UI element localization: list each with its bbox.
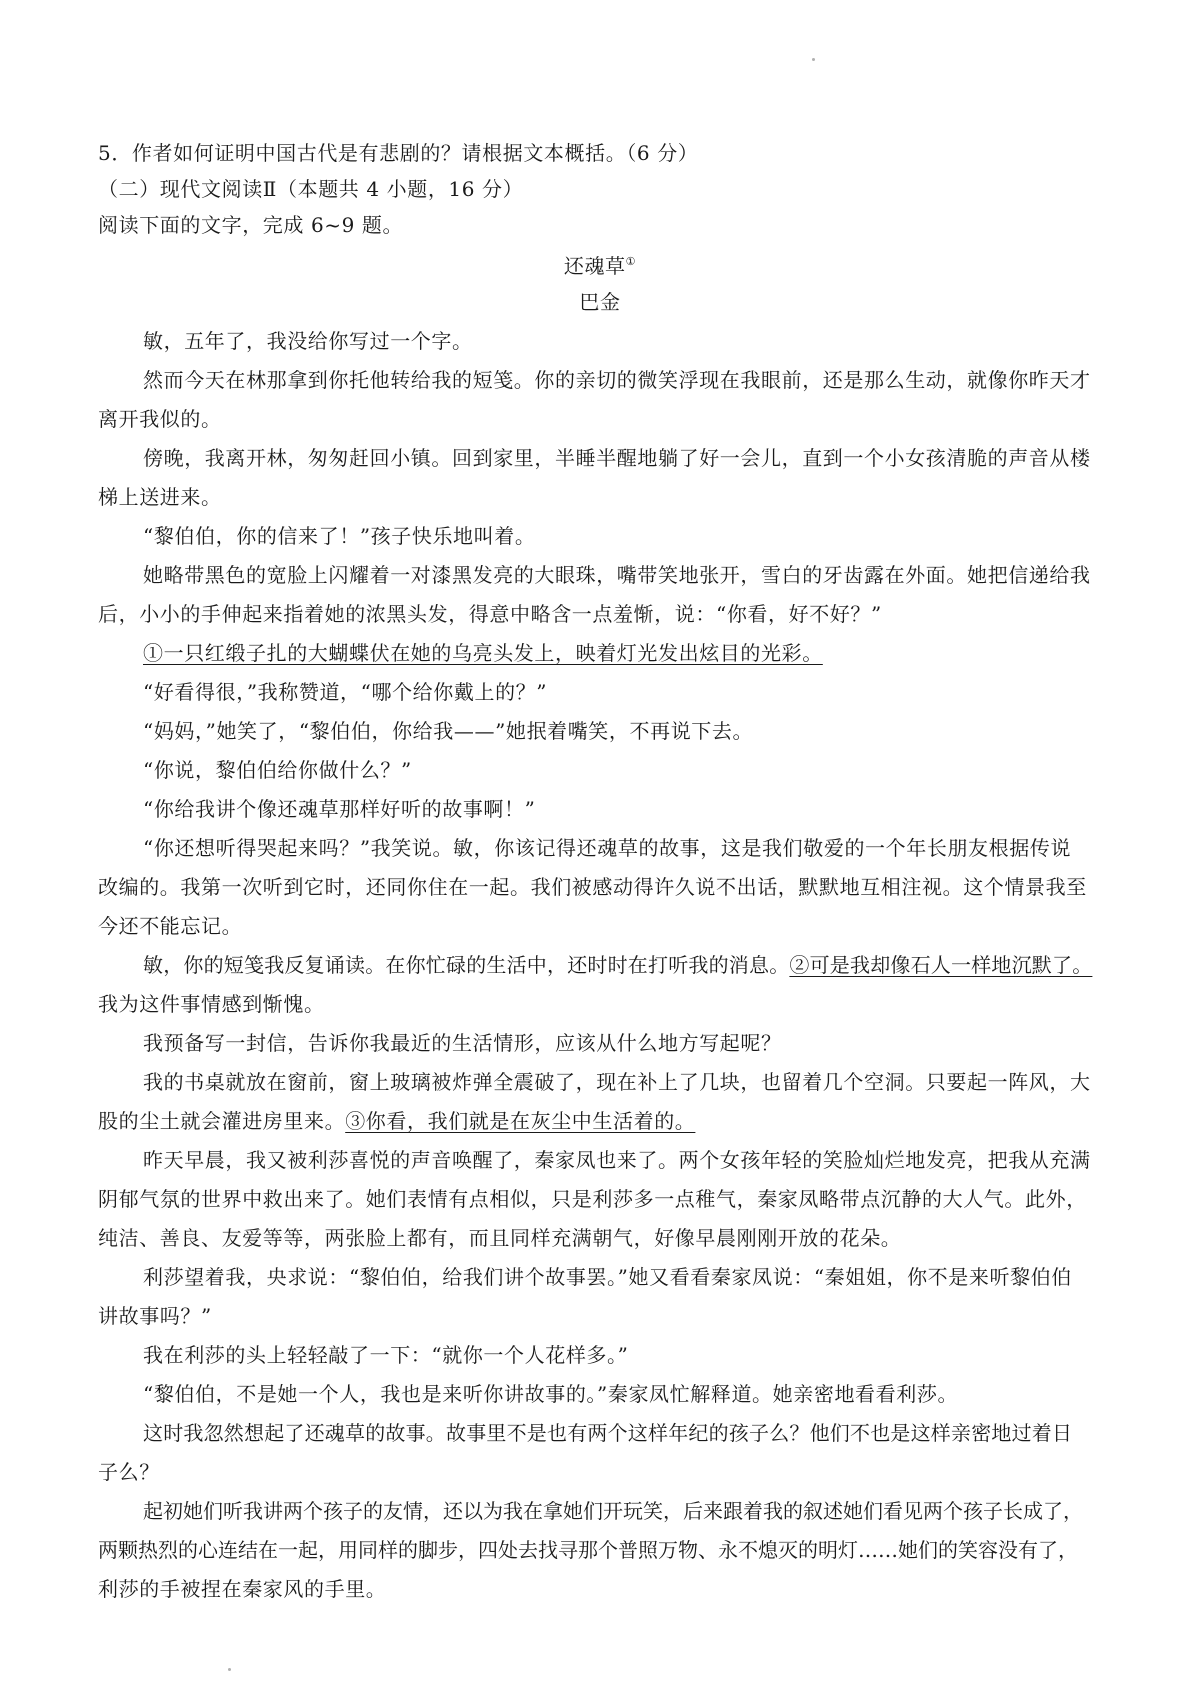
paragraph-line: 傍晚，我离开林，匆匆赶回小镇。回到家里，半睡半醒地躺了好一会儿，直到一个小女孩清脆的声音从楼 <box>143 446 1091 470</box>
paragraph-line: 利莎望着我，央求说：“黎伯伯，给我们讲个故事罢。”她又看看秦家凤说：“秦姐姐，你不是来听黎伯伯 <box>143 1265 1072 1289</box>
paragraph-line: “你说，黎伯伯给你做什么？” <box>143 758 412 782</box>
paragraph-line: 这时我忽然想起了还魂草的故事。故事里不是也有两个这样年纪的孩子么？他们不也是这样亲密地过着日 <box>143 1421 1073 1445</box>
paragraph-line: “你给我讲个像还魂草那样好听的故事啊！” <box>143 797 536 821</box>
paragraph-line: “好看得很，”我称赞道，“哪个给你戴上的？” <box>143 680 548 704</box>
article-title-text: 还魂草 <box>563 254 626 278</box>
paragraph-line: 离开我似的。 <box>98 407 222 431</box>
paragraph-line: 我的书桌就放在窗前，窗上玻璃被炸弹全震破了，现在补上了几块，也留着几个空洞。只要起一阵风，大 <box>143 1070 1091 1094</box>
question-5: 5．作者如何证明中国古代是有悲剧的？请根据文本概括。（6 分） <box>98 141 699 165</box>
paragraph-line <box>98 1107 1108 1135</box>
underlined-text: ①一只红缎子扎的大蝴蝶伏在她的乌亮头发上，映着灯光发出炫目的光彩。 <box>143 641 823 665</box>
paragraph-line: “妈妈，”她笑了，“黎伯伯，你给我——”她抿着嘴笑，不再说下去。 <box>143 719 754 743</box>
paragraph-line: 然而今天在林那拿到你托他转给我的短笺。你的亲切的微笑浮现在我眼前，还是那么生动，就像你昨天才 <box>143 368 1091 392</box>
paragraph-line: 昨天早晨，我又被利莎喜悦的声音唤醒了，秦家凤也来了。两个女孩年轻的笑脸灿烂地发亮，把我从充满 <box>143 1148 1091 1172</box>
paragraph-line: “黎伯伯，不是她一个人，我也是来听你讲故事的。”秦家凤忙解释道。她亲密地看看利莎。 <box>143 1382 959 1406</box>
paragraph-line: 今还不能忘记。 <box>98 914 243 938</box>
paragraph-line: 她略带黑色的宽脸上闪耀着一对漆黑发亮的大眼珠，嘴带笑地张开，雪白的牙齿露在外面。她把信递给我 <box>143 563 1091 587</box>
paragraph-line: 讲故事吗？” <box>98 1304 212 1328</box>
section-title: （二）现代文阅读Ⅱ（本题共 4 小题，16 分） <box>98 177 524 201</box>
underlined-sentence-2: ②可是我却像石人一样地沉默了。 <box>789 953 1093 977</box>
paragraph-line: 改编的。我第一次听到它时，还同你住在一起。我们被感动得许久说不出话，默默地互相注视。这个情景我至 <box>98 875 1087 899</box>
underlined-sentence-1 <box>143 639 1108 667</box>
paragraph-line: “你还想听得哭起来吗？”我笑说。敏，你该记得还魂草的故事，这是我们敬爱的一个年长朋友根据传说 <box>143 836 1072 860</box>
scan-speck <box>812 58 815 61</box>
paragraph-line <box>143 951 1108 979</box>
title-footnote-marker: ① <box>625 255 637 268</box>
scan-speck <box>228 1668 231 1671</box>
underlined-sentence-3: ③你看，我们就是在灰尘中生活着的。 <box>345 1109 696 1133</box>
paragraph-line: 敏，五年了，我没给你写过一个字。 <box>143 329 473 353</box>
paragraph-line: 两颗热烈的心连结在一起，用同样的脚步，四处去找寻那个普照万物、永不熄灭的明灯……她们的笑容没有了， <box>98 1538 1078 1562</box>
paragraph-line: 子么？ <box>98 1460 160 1484</box>
article-author: 巴金 <box>579 290 621 314</box>
paragraph-line: 纯洁、善良、友爱等等，两张脸上都有，而且同样充满朝气，好像早晨刚刚开放的花朵。 <box>98 1226 902 1250</box>
paragraph-line: 阴郁气氛的世界中救出来了。她们表情有点相似，只是利莎多一点稚气，秦家凤略带点沉静的大人气。此外， <box>98 1187 1087 1211</box>
paragraph-line: 梯上送进来。 <box>98 485 222 509</box>
reading-instruction: 阅读下面的文字，完成 6~9 题。 <box>98 213 404 237</box>
plain-text: 敏，你的短笺我反复诵读。在你忙碌的生活中，还时时在打听我的消息。 <box>143 953 790 977</box>
paragraph-line: 我预备写一封信，告诉你我最近的生活情形，应该从什么地方写起呢？ <box>143 1031 782 1055</box>
article-title <box>0 252 1200 280</box>
plain-text: 股的尘土就会灌进房里来。 <box>98 1109 346 1133</box>
paragraph-line: 后，小小的手伸起来指着她的浓黑头发，得意中略含一点羞惭，说：“你看，好不好？” <box>98 602 882 626</box>
paragraph-line: 我为这件事情感到惭愧。 <box>98 992 325 1016</box>
paragraph-line: 起初她们听我讲两个孩子的友情，还以为我在拿她们开玩笑，后来跟着我的叙述她们看见两个孩子长成了， <box>143 1499 1083 1523</box>
paragraph-line: 利莎的手被捏在秦家风的手里。 <box>98 1577 387 1601</box>
paragraph-line: “黎伯伯，你的信来了！”孩子快乐地叫着。 <box>143 524 536 548</box>
paragraph-line: 我在利莎的头上轻轻敲了一下：“就你一个人花样多。” <box>143 1343 629 1367</box>
